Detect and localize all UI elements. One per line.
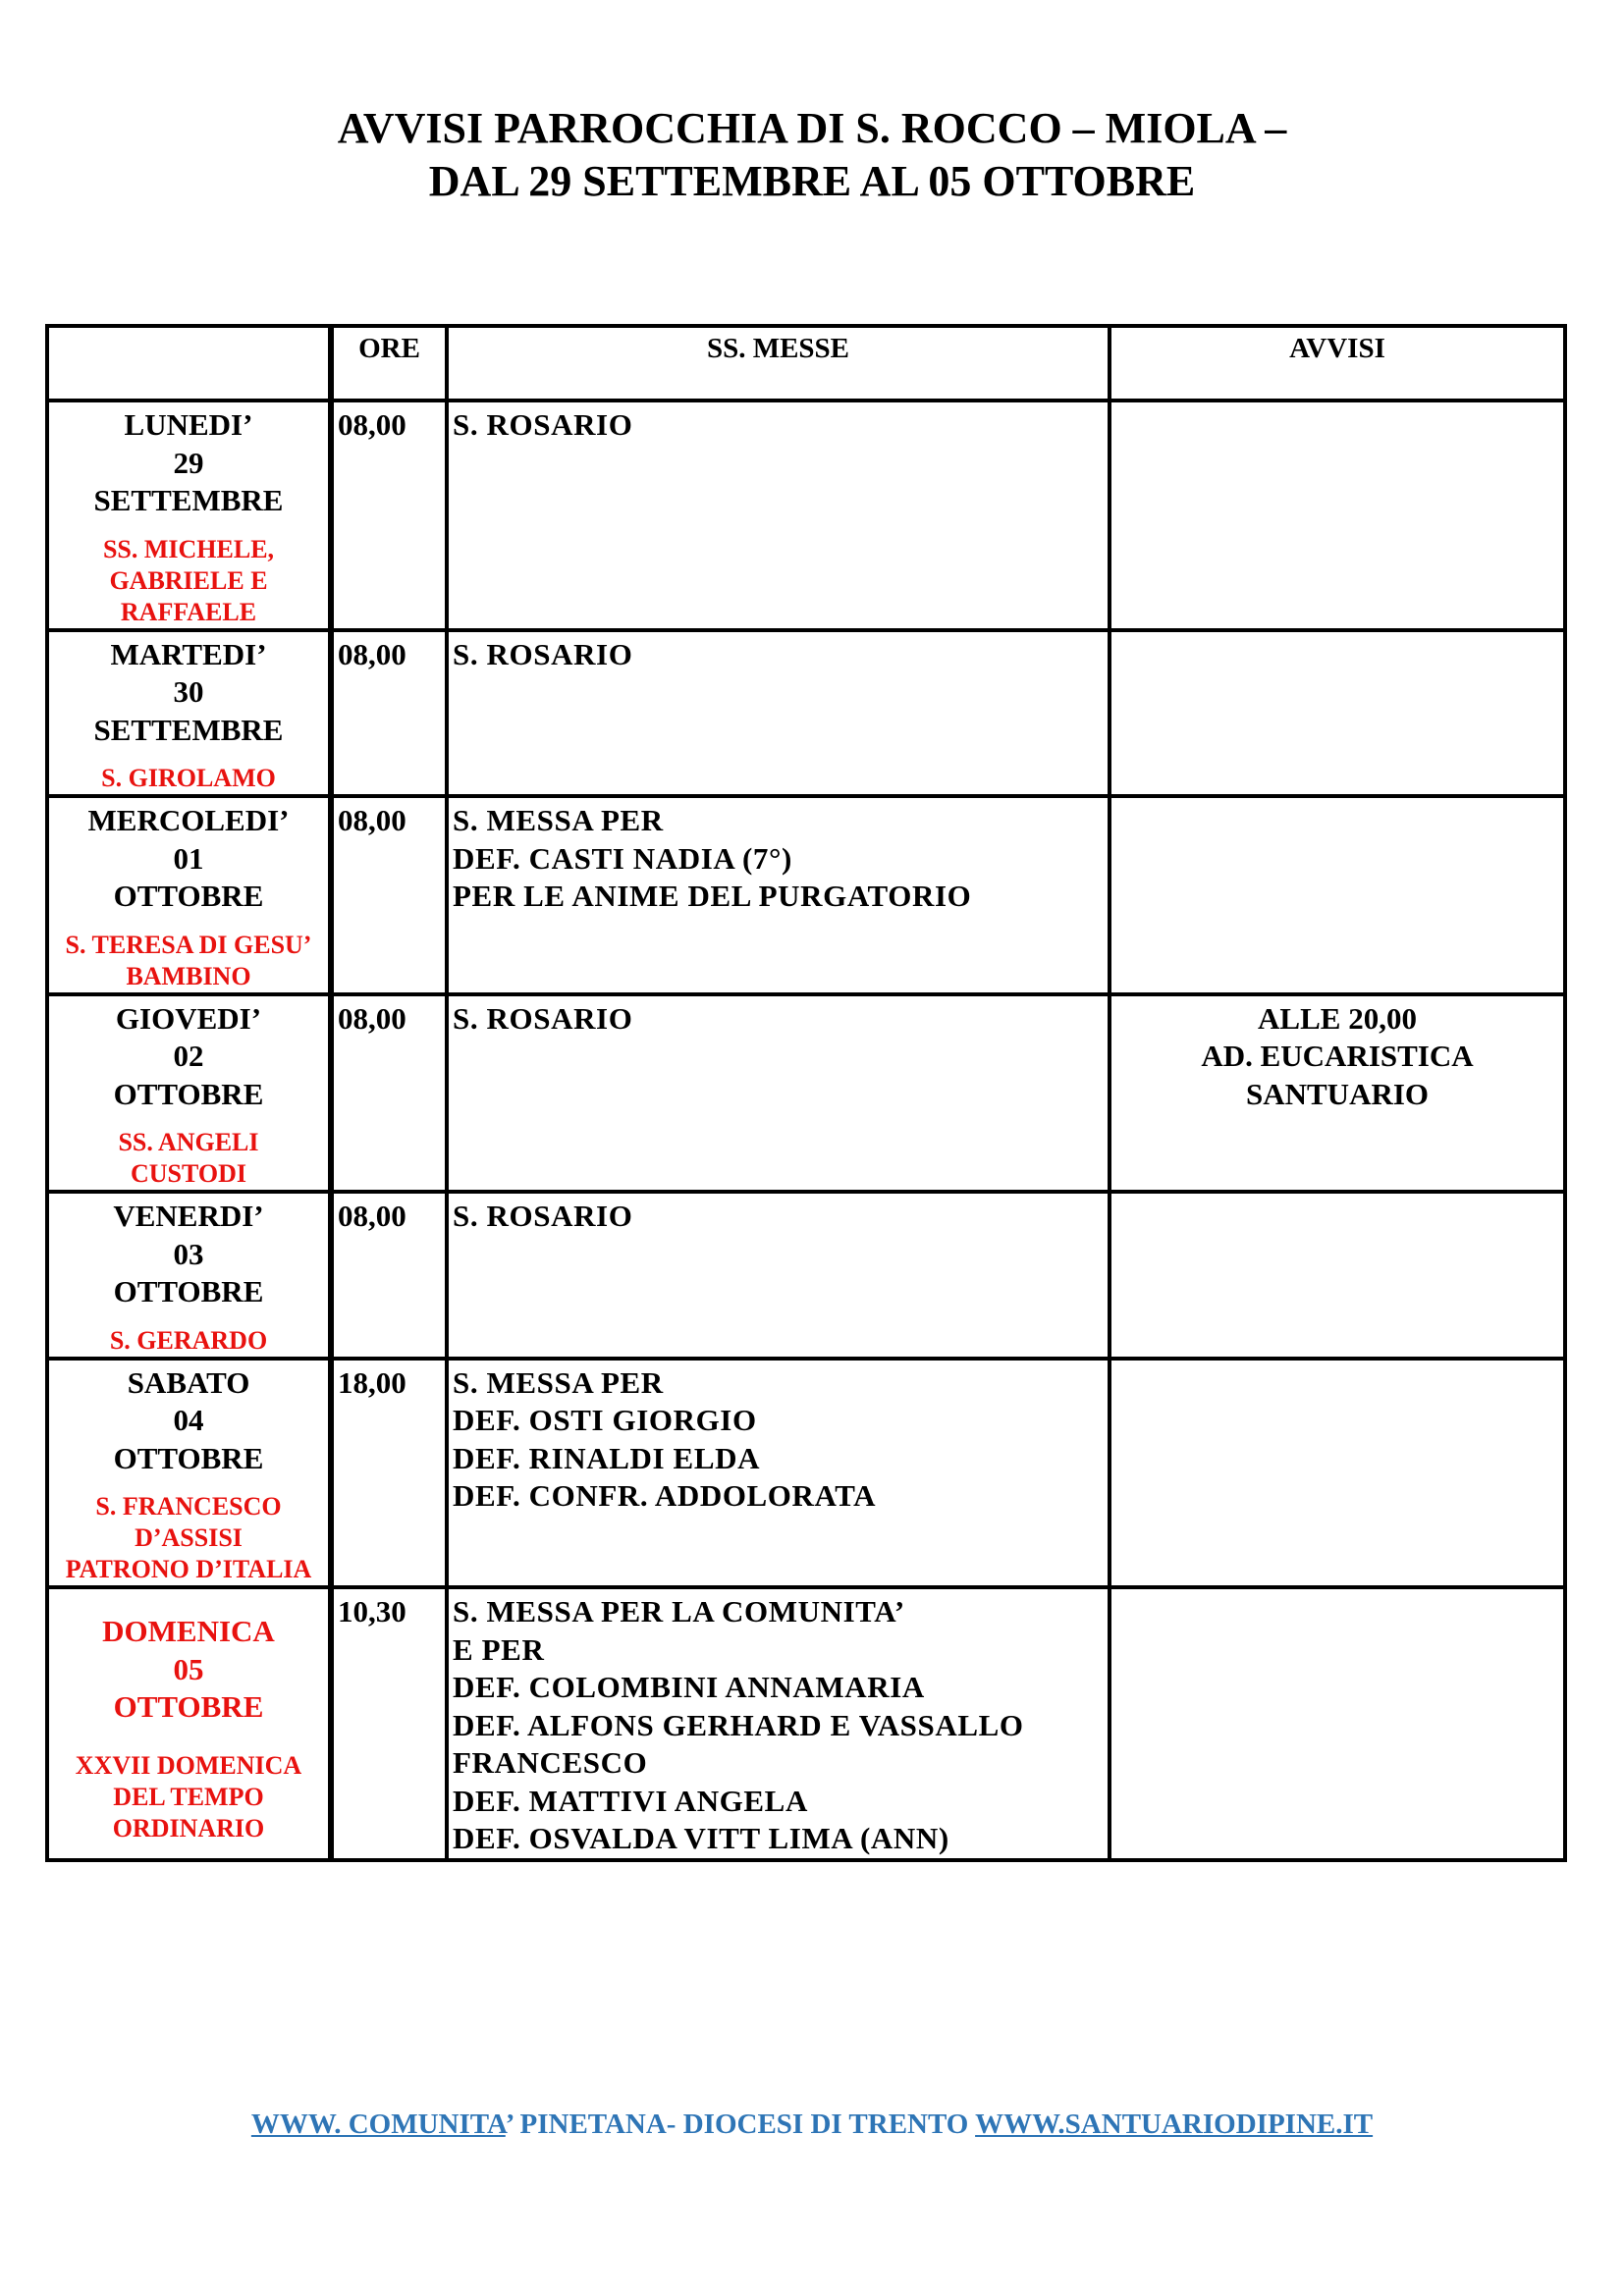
messe-line: DEF. COLOMBINI ANNAMARIA [453,1670,925,1704]
messe-line: DEF. MATTIVI ANGELA [453,1783,808,1818]
day-month: OTTOBRE [113,1689,264,1724]
saint-line: SS. MICHELE, [102,534,275,563]
day-month: OTTOBRE [113,1440,264,1475]
messe-cell [447,1359,1110,1588]
table-row [47,796,1565,994]
messe-line: DEF. RINALDI ELDA [453,1440,761,1475]
day-cell [47,1587,331,1860]
time-cell: 10,30 [331,1587,447,1860]
day-date: 30 [173,674,204,709]
time-cell: 08,00 [331,400,447,630]
day-name: DOMENICA [102,1614,275,1648]
day-date: 01 [173,840,204,876]
saint-line: GABRIELE E [109,565,268,595]
messe-line: S. MESSA PER [453,1364,664,1400]
day-cell [47,994,331,1193]
messe-line: S. ROSARIO [453,636,633,671]
saint-line: D’ASSISI [135,1523,243,1552]
messe-line: PER LE ANIME DEL PURGATORIO [453,879,972,913]
saint-line: BAMBINO [126,961,251,990]
column-header-avvisi: AVVISI [1110,326,1565,400]
day-date: 29 [173,445,204,480]
avvisi-cell [1110,994,1565,1193]
column-header-day [47,326,331,400]
messe-line: DEF. OSTI GIORGIO [453,1403,757,1437]
avvisi-cell [1110,1587,1565,1860]
day-month: SETTEMBRE [93,483,284,517]
avviso-line: SANTUARIO [1245,1076,1430,1111]
footer-link-comunita[interactable]: WWW. COMUNITA [250,2109,506,2140]
page-title [0,102,1624,208]
time-cell: 18,00 [331,1359,447,1588]
day-cell [47,400,331,630]
saint-of-day [49,534,328,628]
day-date: 05 [173,1651,204,1686]
messe-line: S. ROSARIO [453,407,633,442]
table-row [47,630,1565,797]
messe-line: DEF. CONFR. ADDOLORATA [453,1478,877,1513]
table-row [47,1587,1565,1860]
messe-cell [447,796,1110,994]
day-cell [47,630,331,797]
messe-line: S. ROSARIO [453,1199,633,1233]
title-line-2: DAL 29 SETTEMBRE AL 05 OTTOBRE [428,157,1196,205]
messe-line: DEF. CASTI NADIA (7°) [453,840,792,876]
messe-cell [447,994,1110,1193]
time-cell: 08,00 [331,1192,447,1359]
saint-of-day [49,763,328,794]
avviso-line: AD. EUCARISTICA [1201,1039,1474,1073]
avvisi-cell [1110,1359,1565,1588]
day-date: 04 [173,1403,204,1437]
day-cell [47,1359,331,1588]
avvisi-cell [1110,1192,1565,1359]
day-name: GIOVEDI’ [115,1000,262,1036]
day-date: 02 [173,1039,204,1073]
messe-line: S. ROSARIO [453,1000,633,1036]
day-name: LUNEDI’ [124,407,253,442]
messe-cell [447,630,1110,797]
saint-line: S. GERARDO [109,1325,268,1355]
saint-of-day [49,930,328,992]
table-row [47,1359,1565,1588]
day-name: SABATO [127,1364,250,1400]
saint-of-day [49,1750,328,1844]
saint-of-day [49,1127,328,1190]
saint-line: S. GIROLAMO [101,764,276,792]
messe-cell [447,1192,1110,1359]
day-name: MERCOLEDI’ [87,803,290,837]
table-row [47,400,1565,630]
day-month: SETTEMBRE [93,712,284,747]
saint-line: S. TERESA DI GESU’ [65,930,312,959]
column-header-messe: SS. MESSE [447,326,1110,400]
saint-of-day [49,1325,328,1357]
messe-cell [447,1587,1110,1860]
saint-of-day [49,1491,328,1585]
table-header-row [47,326,1565,400]
day-month: OTTOBRE [113,1274,264,1308]
avvisi-cell [1110,630,1565,797]
messe-line: S. MESSA PER LA COMUNITA’ [453,1594,905,1629]
messe-line: DEF. OSVALDA VITT LIMA (ANN) [453,1821,949,1855]
saint-line: DEL TEMPO [113,1782,264,1811]
messe-line: FRANCESCO [453,1745,648,1780]
time-cell: 08,00 [331,994,447,1193]
messe-line: DEF. ALFONS GERHARD E VASSALLO [453,1707,1024,1742]
day-month: OTTOBRE [113,879,264,913]
saint-line: CUSTODI [130,1159,246,1188]
day-name: VENERDI’ [113,1199,264,1233]
avviso-line: ALLE 20,00 [1258,1000,1417,1036]
column-header-ore: ORE [331,326,447,400]
avvisi-cell [1110,400,1565,630]
avvisi-cell [1110,796,1565,994]
day-name: MARTEDI’ [110,636,267,671]
footer-link-santuario[interactable]: WWW.SANTUARIODIPINE.IT [975,2109,1374,2140]
footer-text: ’ PINETANA- DIOCESI DI TRENTO [505,2109,976,2140]
saint-line: XXVII DOMENICA [75,1750,302,1780]
title-line-1: AVVISI PARROCCHIA DI S. ROCCO – MIOLA – [337,104,1287,152]
table-row [47,1192,1565,1359]
day-month: OTTOBRE [113,1076,264,1111]
messe-line: S. MESSA PER [453,803,664,837]
saint-line: S. FRANCESCO [95,1492,282,1521]
day-cell [47,1192,331,1359]
footer [0,2109,1624,2141]
table-row [47,994,1565,1193]
messe-cell [447,400,1110,630]
saint-line: ORDINARIO [112,1813,265,1842]
day-date: 03 [173,1236,204,1271]
messe-line: E PER [453,1631,545,1667]
saint-line: SS. ANGELI [118,1128,259,1156]
time-cell: 08,00 [331,796,447,994]
schedule-table [45,324,1567,1862]
saint-line: PATRONO D’ITALIA [65,1555,312,1583]
time-cell: 08,00 [331,630,447,797]
saint-line: RAFFAELE [120,597,257,626]
day-cell [47,796,331,994]
